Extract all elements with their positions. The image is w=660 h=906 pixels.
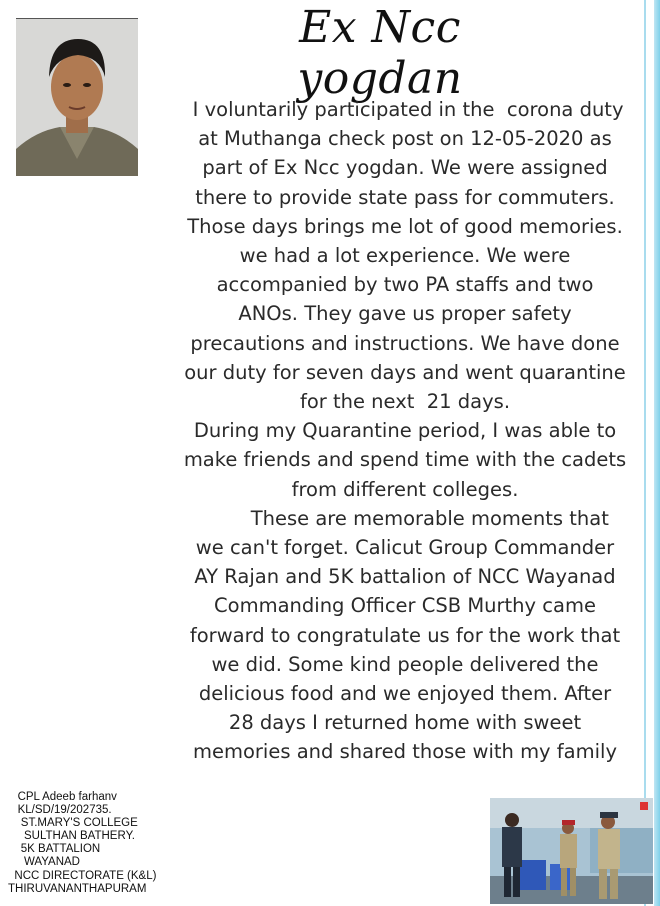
body-line: AY Rajan and 5K battalion of NCC Wayanad xyxy=(194,565,616,589)
body-line: Commanding Officer CSB Murthy came xyxy=(214,594,596,618)
body-line: we had a lot experience. We were xyxy=(239,244,571,268)
signature-line: SULTHAN BATHERY. xyxy=(8,830,135,843)
body-line: we can't forget. Calicut Group Commander xyxy=(195,536,615,560)
body-line: our duty for seven days and went quarantine xyxy=(184,360,626,384)
signature-line: 5K BATTALION xyxy=(8,843,101,856)
body-line: 28 days I returned home with sweet xyxy=(228,711,582,735)
signature-line: CPL Adeeb farhanv xyxy=(8,791,117,803)
page-title: Ex Ncc yogdan xyxy=(297,2,463,104)
signature-line: WAYANAD xyxy=(8,856,80,869)
body-line: delicious food and we enjoyed them. After xyxy=(198,682,612,706)
signature-line: THIRUVANANTHAPURAM xyxy=(8,882,147,895)
signature-line: KL/SD/19/202735. xyxy=(8,804,112,817)
body-line: precautions and instructions. We have done xyxy=(190,331,620,355)
body-line: accompanied by two PA staffs and two xyxy=(216,273,594,297)
body-line: from different colleges. xyxy=(291,477,519,501)
body-line: memories and shared those with my family xyxy=(192,740,617,764)
body-line: for the next 21 days. xyxy=(299,390,511,414)
body-line: I voluntarily participated in the corona duty xyxy=(186,98,624,121)
body-line: forward to congratulate us for the work that xyxy=(189,623,621,647)
body-text xyxy=(172,95,638,767)
signature-line: NCC DIRECTORATE (K&L) xyxy=(8,869,157,882)
cadet-portrait-photo xyxy=(16,18,138,176)
body-line: we did. Some kind people delivered the xyxy=(211,652,599,676)
body-line: at Muthanga check post on 12-05-2020 as xyxy=(198,127,612,151)
body-line: part of Ex Ncc yogdan. We were assigned xyxy=(202,156,608,180)
body-line: During my Quarantine period, I was able to xyxy=(193,419,617,443)
signature-line: ST.MARY'S COLLEGE xyxy=(8,817,138,830)
body-line: These are memorable moments that xyxy=(201,506,609,530)
body-line: ANOs. They gave us proper safety xyxy=(238,302,572,326)
signature-block xyxy=(8,791,208,896)
frame-border xyxy=(654,0,660,906)
body-line: Those days brings me lot of good memories. xyxy=(187,214,623,238)
frame-border-line xyxy=(644,0,646,906)
body-line: there to provide state pass for commuters. xyxy=(195,185,615,209)
ncc-officers-photo xyxy=(490,798,653,904)
body-line: make friends and spend time with the cadets xyxy=(183,448,627,472)
